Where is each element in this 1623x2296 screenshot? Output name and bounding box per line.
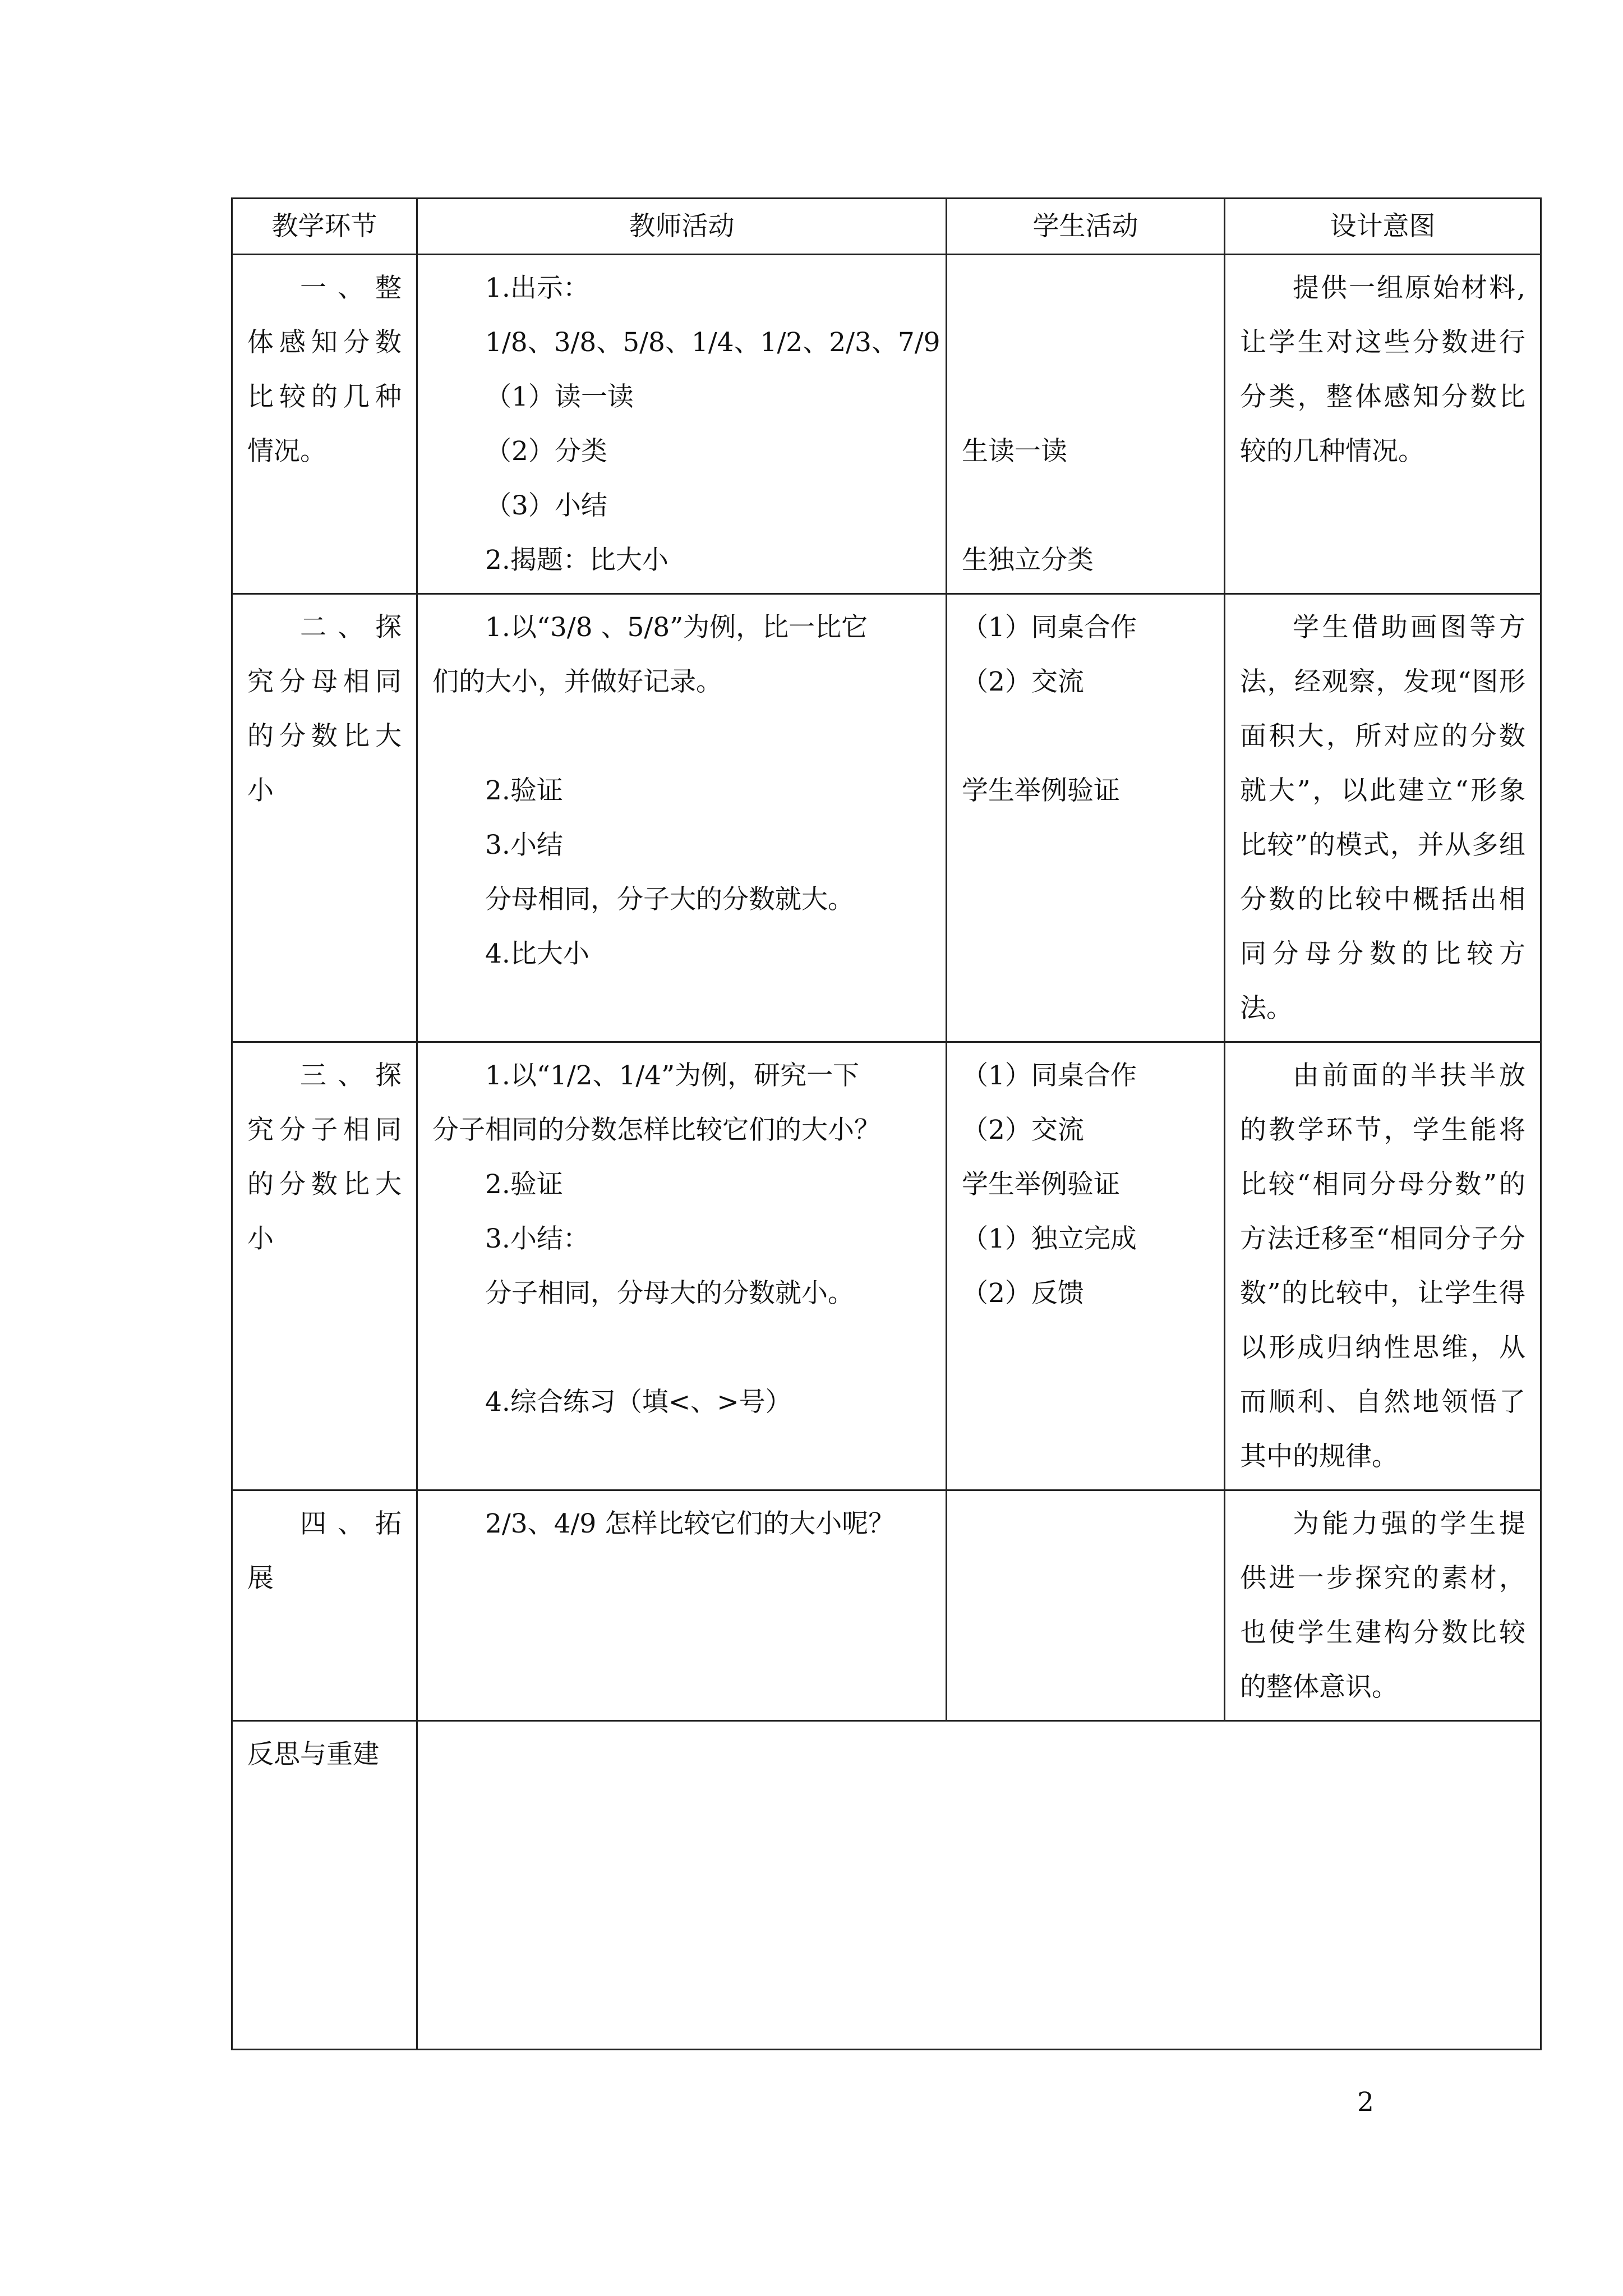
design-intent-cell — [1225, 255, 1541, 594]
student-activity-text: 生独立分类 — [962, 545, 1094, 576]
teacher-activity-text: （3）小结 — [485, 490, 607, 521]
student-activity-text: 学生举例验证 — [962, 1169, 1120, 1200]
design-intent-text: 为能力强的学生提供进一步探究的素材，也使学生建构分数比较的整体意识。 — [1240, 1508, 1525, 1703]
reflection-row — [232, 1721, 1541, 2050]
teacher-activity-text — [432, 709, 931, 763]
table-header-row — [232, 199, 1541, 255]
design-intent-text: 由前面的半扶半放的教学环节，学生能将比较“相同分母分数”的方法迁移至“相同分子分数”的比较中，让学生得以形成归纳性思维，从而顺利、自然地领悟了其中的规律。 — [1240, 1060, 1525, 1472]
teacher-activity-cell — [417, 1042, 947, 1490]
student-activity-text — [962, 261, 1209, 315]
teacher-activity-text: 2/3、4/9 怎样比较它们的大小呢？ — [485, 1508, 895, 1539]
teacher-activity-text: 们的大小，并做好记录。 — [432, 666, 722, 697]
stage-text: 四、拓 — [300, 1508, 402, 1539]
stage-text: 展 — [247, 1563, 274, 1594]
student-activity-cell — [947, 255, 1225, 594]
teacher-activity-text: 2.验证 — [485, 775, 563, 806]
student-activity-cell — [947, 1042, 1225, 1490]
stage-text: 比较的几种 — [247, 381, 402, 412]
stage-cell — [232, 594, 417, 1042]
teacher-activity-cell — [417, 594, 947, 1042]
teacher-activity-text: 分子相同的分数怎样比较它们的大小？ — [432, 1115, 880, 1145]
student-activity-cell — [947, 1490, 1225, 1721]
student-activity-cell — [947, 594, 1225, 1042]
header-design-intent: 设计意图 — [1225, 199, 1541, 255]
page-number: 2 — [1357, 2087, 1374, 2118]
student-activity-text: （2）交流 — [962, 666, 1084, 697]
teacher-activity-text — [432, 1320, 931, 1375]
teacher-activity-text: 1.以“1/2、1/4”为例，研究一下 — [485, 1060, 860, 1091]
teacher-activity-text: （1）读一读 — [485, 381, 634, 412]
stage-text: 究分子相同 — [247, 1115, 402, 1145]
teacher-activity-text: （2）分类 — [485, 436, 607, 467]
design-intent-cell — [1225, 594, 1541, 1042]
student-activity-text: （2）反馈 — [962, 1278, 1084, 1309]
stage-cell — [232, 255, 417, 594]
student-activity-text: 生读一读 — [962, 436, 1067, 467]
student-activity-text — [962, 478, 1209, 533]
stage-cell — [232, 1490, 417, 1721]
stage-text: 一、整 — [300, 273, 402, 303]
teacher-activity-text: 4.综合练习（填<、>号） — [485, 1387, 792, 1418]
reflection-label: 反思与重建 — [232, 1721, 417, 2050]
student-activity-text — [962, 315, 1209, 370]
teacher-activity-text: 3.小结： — [485, 1223, 589, 1254]
stage-text: 究分母相同 — [247, 666, 402, 697]
teacher-activity-text: 1/8、3/8、5/8、1/4、1/2、2/3、7/9 — [485, 327, 940, 358]
lesson-plan-table — [231, 197, 1542, 2050]
header-stage: 教学环节 — [232, 199, 417, 255]
teacher-activity-cell — [417, 255, 947, 594]
teacher-activity-text: 1.以“3/8 、5/8”为例，比一比它 — [485, 612, 868, 643]
teacher-activity-cell — [417, 1490, 947, 1721]
student-activity-text: （1）独立完成 — [962, 1223, 1137, 1254]
teacher-activity-text: 4.比大小 — [485, 938, 589, 969]
header-student-activity: 学生活动 — [947, 199, 1225, 255]
stage-text: 二、探 — [300, 612, 402, 643]
teacher-activity-text: 2.揭题：比大小 — [485, 545, 668, 576]
teacher-activity-text: 3.小结 — [485, 830, 563, 861]
table-row — [232, 594, 1541, 1042]
teacher-activity-text: 2.验证 — [485, 1169, 563, 1200]
stage-text: 的分数比大 — [247, 721, 402, 752]
stage-text: 情况。 — [247, 436, 326, 467]
student-activity-text: 学生举例验证 — [962, 775, 1120, 806]
header-teacher-activity: 教师活动 — [417, 199, 947, 255]
stage-text: 小 — [247, 1223, 274, 1254]
design-intent-cell — [1225, 1490, 1541, 1721]
design-intent-cell — [1225, 1042, 1541, 1490]
student-activity-text — [962, 370, 1209, 424]
reflection-content — [417, 1721, 1541, 2050]
student-activity-text: （1）同桌合作 — [962, 612, 1137, 643]
stage-text: 小 — [247, 775, 274, 806]
table-row — [232, 1042, 1541, 1490]
stage-text: 三、探 — [300, 1060, 402, 1091]
table-row — [232, 255, 1541, 594]
student-activity-text — [962, 709, 1209, 763]
stage-cell — [232, 1042, 417, 1490]
student-activity-text: （2）交流 — [962, 1115, 1084, 1145]
design-intent-text: 提供一组原始材料,让学生对这些分数进行分类，整体感知分数比较的几种情况。 — [1240, 273, 1525, 467]
table-row — [232, 1490, 1541, 1721]
design-intent-text: 学生借助画图等方法，经观察，发现“图形面积大，所对应的分数就大”，以此建立“形象比较”的模式，并从多组分数的比较中概括出相同分母分数的比较方法。 — [1240, 612, 1525, 1024]
teacher-activity-text: 分子相同，分母大的分数就小。 — [485, 1278, 854, 1309]
stage-text: 的分数比大 — [247, 1169, 402, 1200]
stage-text: 体感知分数 — [247, 327, 402, 358]
teacher-activity-text: 分母相同，分子大的分数就大。 — [485, 884, 854, 915]
student-activity-text: （1）同桌合作 — [962, 1060, 1137, 1091]
teacher-activity-text: 1.出示： — [485, 273, 589, 303]
